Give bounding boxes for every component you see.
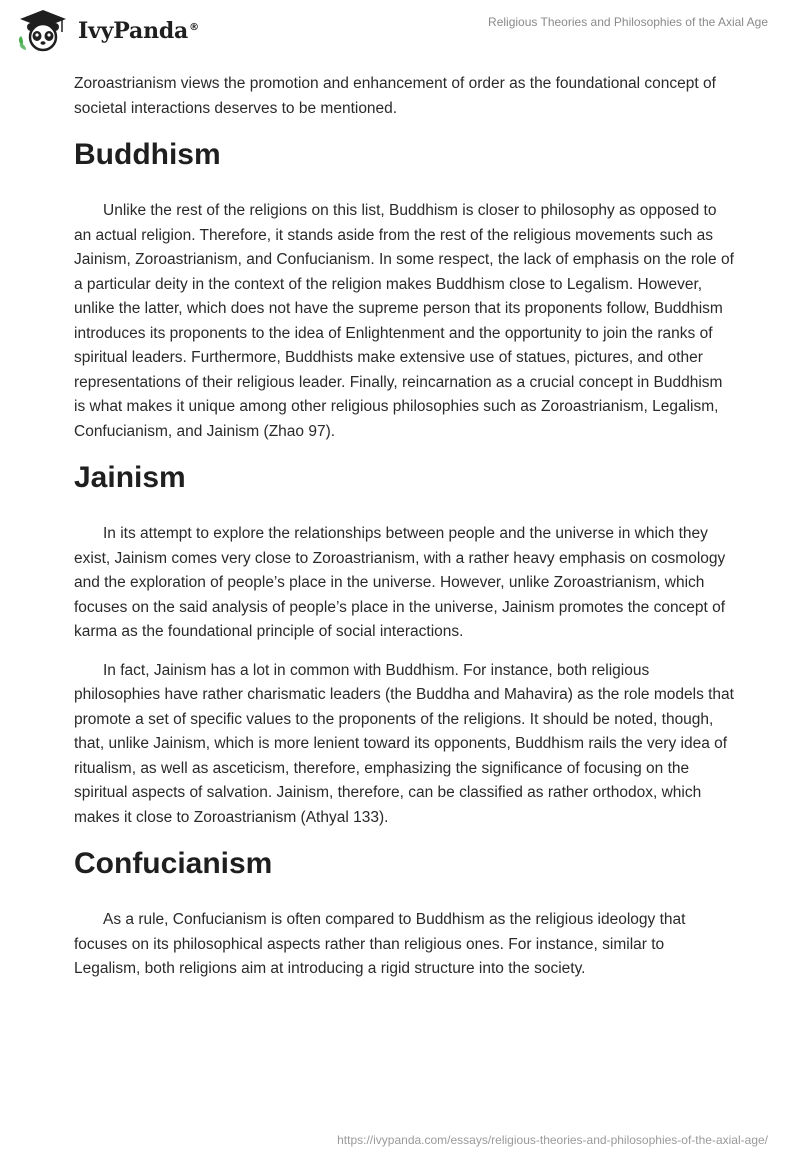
heading-jainism: Jainism [74,461,186,494]
essay-content [74,72,734,982]
heading-confucianism: Confucianism [74,847,273,880]
intro-paragraph: Zoroastrianism views the promotion and enhancement of order as the foundational concept of societal interactions deserves to be mentioned. [74,75,716,117]
page-header [0,0,800,64]
registered-mark: ® [189,21,199,33]
confucianism-paragraph-1: As a rule, Confucianism is often compared to Buddhism as the religious ideology that focuses on its philosophical aspects rather than religious ones. For instance, similar to Legalism, both religions aim at introducing a rigid structure into the society. [74,911,686,977]
jainism-paragraph-1: In its attempt to explore the relationships between people and the universe in which they exist, Jainism comes very close to Zoroastrianism, with a rather heavy emphasis on cosmology and the exploration of people’s place in the universe. However, unlike Zoroastrianism, which focuses on the said analysis of people’s place in the universe, Jainism promotes the concept of karma as the foundational principle of social interactions. [74,525,726,640]
ivypanda-logo[interactable] [14,8,199,54]
panda-logo-icon [14,8,72,54]
logo-wordmark: IvyPanda® [78,18,199,44]
jainism-paragraph-2: In fact, Jainism has a lot in common with Buddhism. For instance, both religious philosophies have rather charismatic leaders (the Buddha and Mahavira) as the role models that promote a set of specific values to the proponents of the religions. It should be noted, though, that, unlike Jainism, which is more lenient toward its opponents, Buddhism rails the very idea of ritualism, as well as asceticism, therefore, emphasizing the significance of focusing on the spiritual aspects of salvation. Jainism, therefore, can be classified as rather orthodox, which makes it close to Zoroastrianism (Athyal 133). [74,661,734,826]
heading-buddhism: Buddhism [74,138,221,171]
document-title: Religious Theories and Philosophies of the Axial Age [488,15,768,29]
source-url[interactable]: https://ivypanda.com/essays/religious-theories-and-philosophies-of-the-axial-age/ [337,1133,768,1147]
buddhism-paragraph-1: Unlike the rest of the religions on this list, Buddhism is closer to philosophy as opposed to an actual religion. Therefore, it stands aside from the rest of the religious movements such as Jainism, Zoroastrianism, and Confucianism. In some respect, the lack of emphasis on the role of a particular deity in the context of the religion makes Buddhism close to Legalism. However, unlike the latter, which does not have the supreme person that its proponents follow, Buddhism introduces its proponents to the idea of Enlightenment and the opportunity to join the ranks of spiritual leaders. Furthermore, Buddhists make extensive use of statues, pictures, and other representations of their religious leader. Finally, reincarnation as a crucial concept in Buddhism is what makes it unique among other religious philosophies such as Zoroastrianism, Legalism, Confucianism, and Jainism (Zhao 97). [74,202,734,440]
